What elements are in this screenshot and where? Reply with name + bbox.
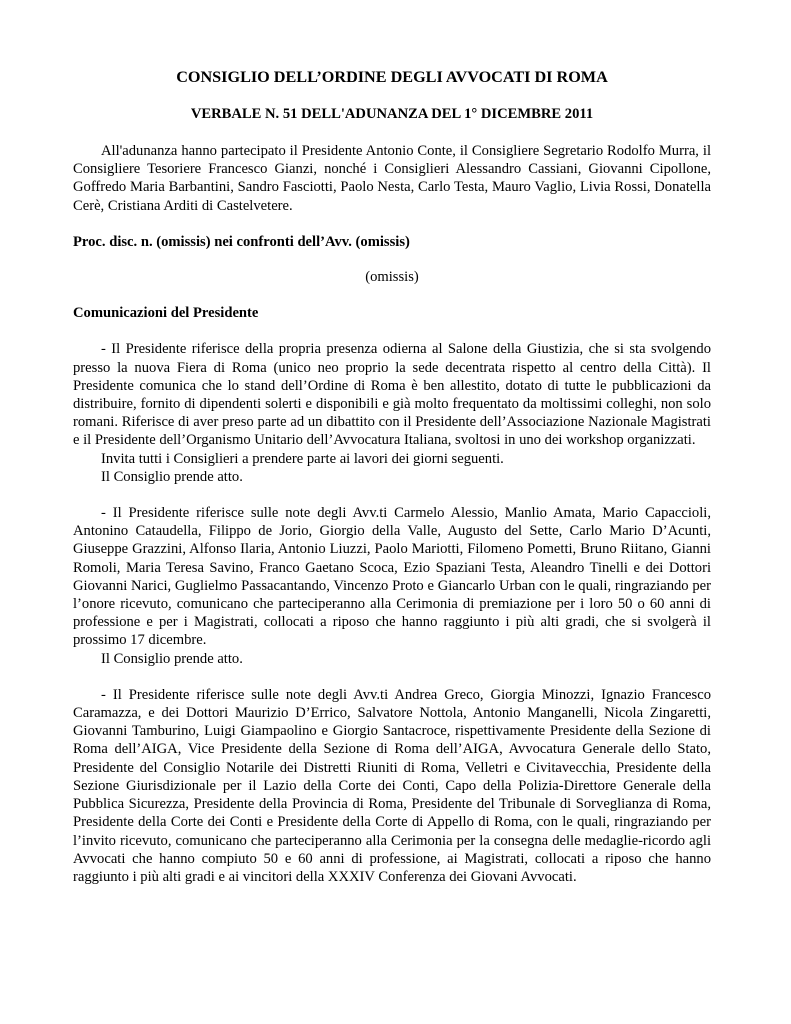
- document-subtitle: VERBALE N. 51 DELL'ADUNANZA DEL 1° DICEMBRE 2011: [190, 106, 594, 122]
- communications-heading: Comunicazioni del Presidente: [73, 305, 259, 322]
- proc-heading: Proc. disc. n. (omissis) nei confronti dell’Avv. (omissis): [73, 233, 410, 250]
- item1-invite: Invita tutti i Consiglieri a prendere parte ai lavori dei giorni seguenti.: [101, 450, 504, 467]
- item2-ack: Il Consiglio prende atto.: [101, 650, 243, 667]
- document-page: [73, 68, 711, 886]
- intro-paragraph: All'adunanza hanno partecipato il Presidente Antonio Conte, il Consigliere Segretario Rodolfo Murra, il Consigliere Tesoriere Francesco Gianzi, nonché i Consiglieri Alessandro Cassiani, Giovanni Cipollone, Goffredo Maria Barbantini, Sandro Fasciotti, Paolo Nesta, Carlo Testa, Mauro Vaglio, Livia Rossi, Donatella Cerè, Cristiana Arditi di Castelvetere.: [73, 143, 711, 214]
- communication-item-1: [73, 340, 711, 486]
- communication-item-3: [73, 686, 711, 886]
- communication-item-2: [73, 504, 711, 668]
- item3-text: - Il Presidente riferisce sulle note degli Avv.ti Andrea Greco, Giorgia Minozzi, Ignazio Francesco Caramazza, e dei Dottori Maurizio D’Errico, Salvatore Nottola, Antonio Manganelli, Nicola Zingaretti, Giovanni Tamburino, Luigi Giampaolino e Giorgio Santacroce, rispettivamente Presidente della Sezione di Roma dell’AIGA, Vice Presidente della Sezione di Roma dell’AIGA, Avvocatura Generale dello Stato, Presidente del Consiglio Notarile dei Distretti Riuniti di Roma, Velletri e Civitavecchia, Presidente della Sezione Giurisdizionale per il Lazio della Corte dei Conti, Capo della Polizia-Direttore Generale della Pubblica Sicurezza, Presidente della Provincia di Roma, Presidente del Tribunale di Sorveglianza di Roma, Presidente della Corte dei Conti e Presidente della Corte di Appello di Roma, con le quali, ringraziando per l’invito ricevuto, comunicano che parteciperanno alla Cerimonia per la consegna delle medaglie-ricordo agli Avvocati che hanno compiuto 50 e 60 anni di professione, ai Magistrati, collocati a riposo che hanno raggiunto i più alti gradi e ai vincitori della XXXIV Conferenza dei Giovani Avvocati.: [73, 686, 711, 885]
- omissis-text: (omissis): [365, 269, 419, 286]
- item1-ack: Il Consiglio prende atto.: [101, 468, 243, 485]
- item1-text: - Il Presidente riferisce della propria presenza odierna al Salone della Giustizia, che si sta svolgendo presso la nuova Fiera di Roma (unico neo proprio la sede decentrata rispetto al centro della Città). Il Presidente comunica che lo stand dell’Ordine di Roma è ben allestito, dotato di tutte le pubblicazioni da distribuire, fornito di dipendenti solerti e disponibili e già molto frequentato da moltissimi colleghi, non solo romani. Riferisce di aver preso parte ad un dibattito con il Presidente dell’Associazione Nazionale Magistrati e il Presidente dell’Organismo Unitario dell’Avvocatura Italiana, svoltosi in uno dei workshop organizzati.: [73, 341, 711, 449]
- document-title: CONSIGLIO DELL’ORDINE DEGLI AVVOCATI DI ROMA: [176, 68, 608, 86]
- item2-text: - Il Presidente riferisce sulle note degli Avv.ti Carmelo Alessio, Manlio Amata, Mario Capaccioli, Antonino Cataudella, Filippo de Jorio, Giorgio della Valle, Augusto del Sette, Carlo Mario D’Acunti, Giuseppe Grazzini, Alfonso Ilaria, Antonio Liuzzi, Paolo Mariotti, Filomeno Pometti, Bruno Riitano, Gianni Romoli, Maria Teresa Savino, Franco Gaetano Scoca, Ezio Spaziani Testa, Aleandro Tinelli e dei Dottori Giovanni Narici, Guglielmo Passacantando, Vincenzo Proto e Giancarlo Urban con le quali, ringraziando per l’onore ricevuto, comunicano che parteciperanno alla Cerimonia di premiazione per i loro 50 o 60 anni di professione e per i Magistrati, collocati a riposo che hanno raggiunto i più alti gradi, che si svolgerà il prossimo 17 dicembre.: [73, 505, 711, 649]
